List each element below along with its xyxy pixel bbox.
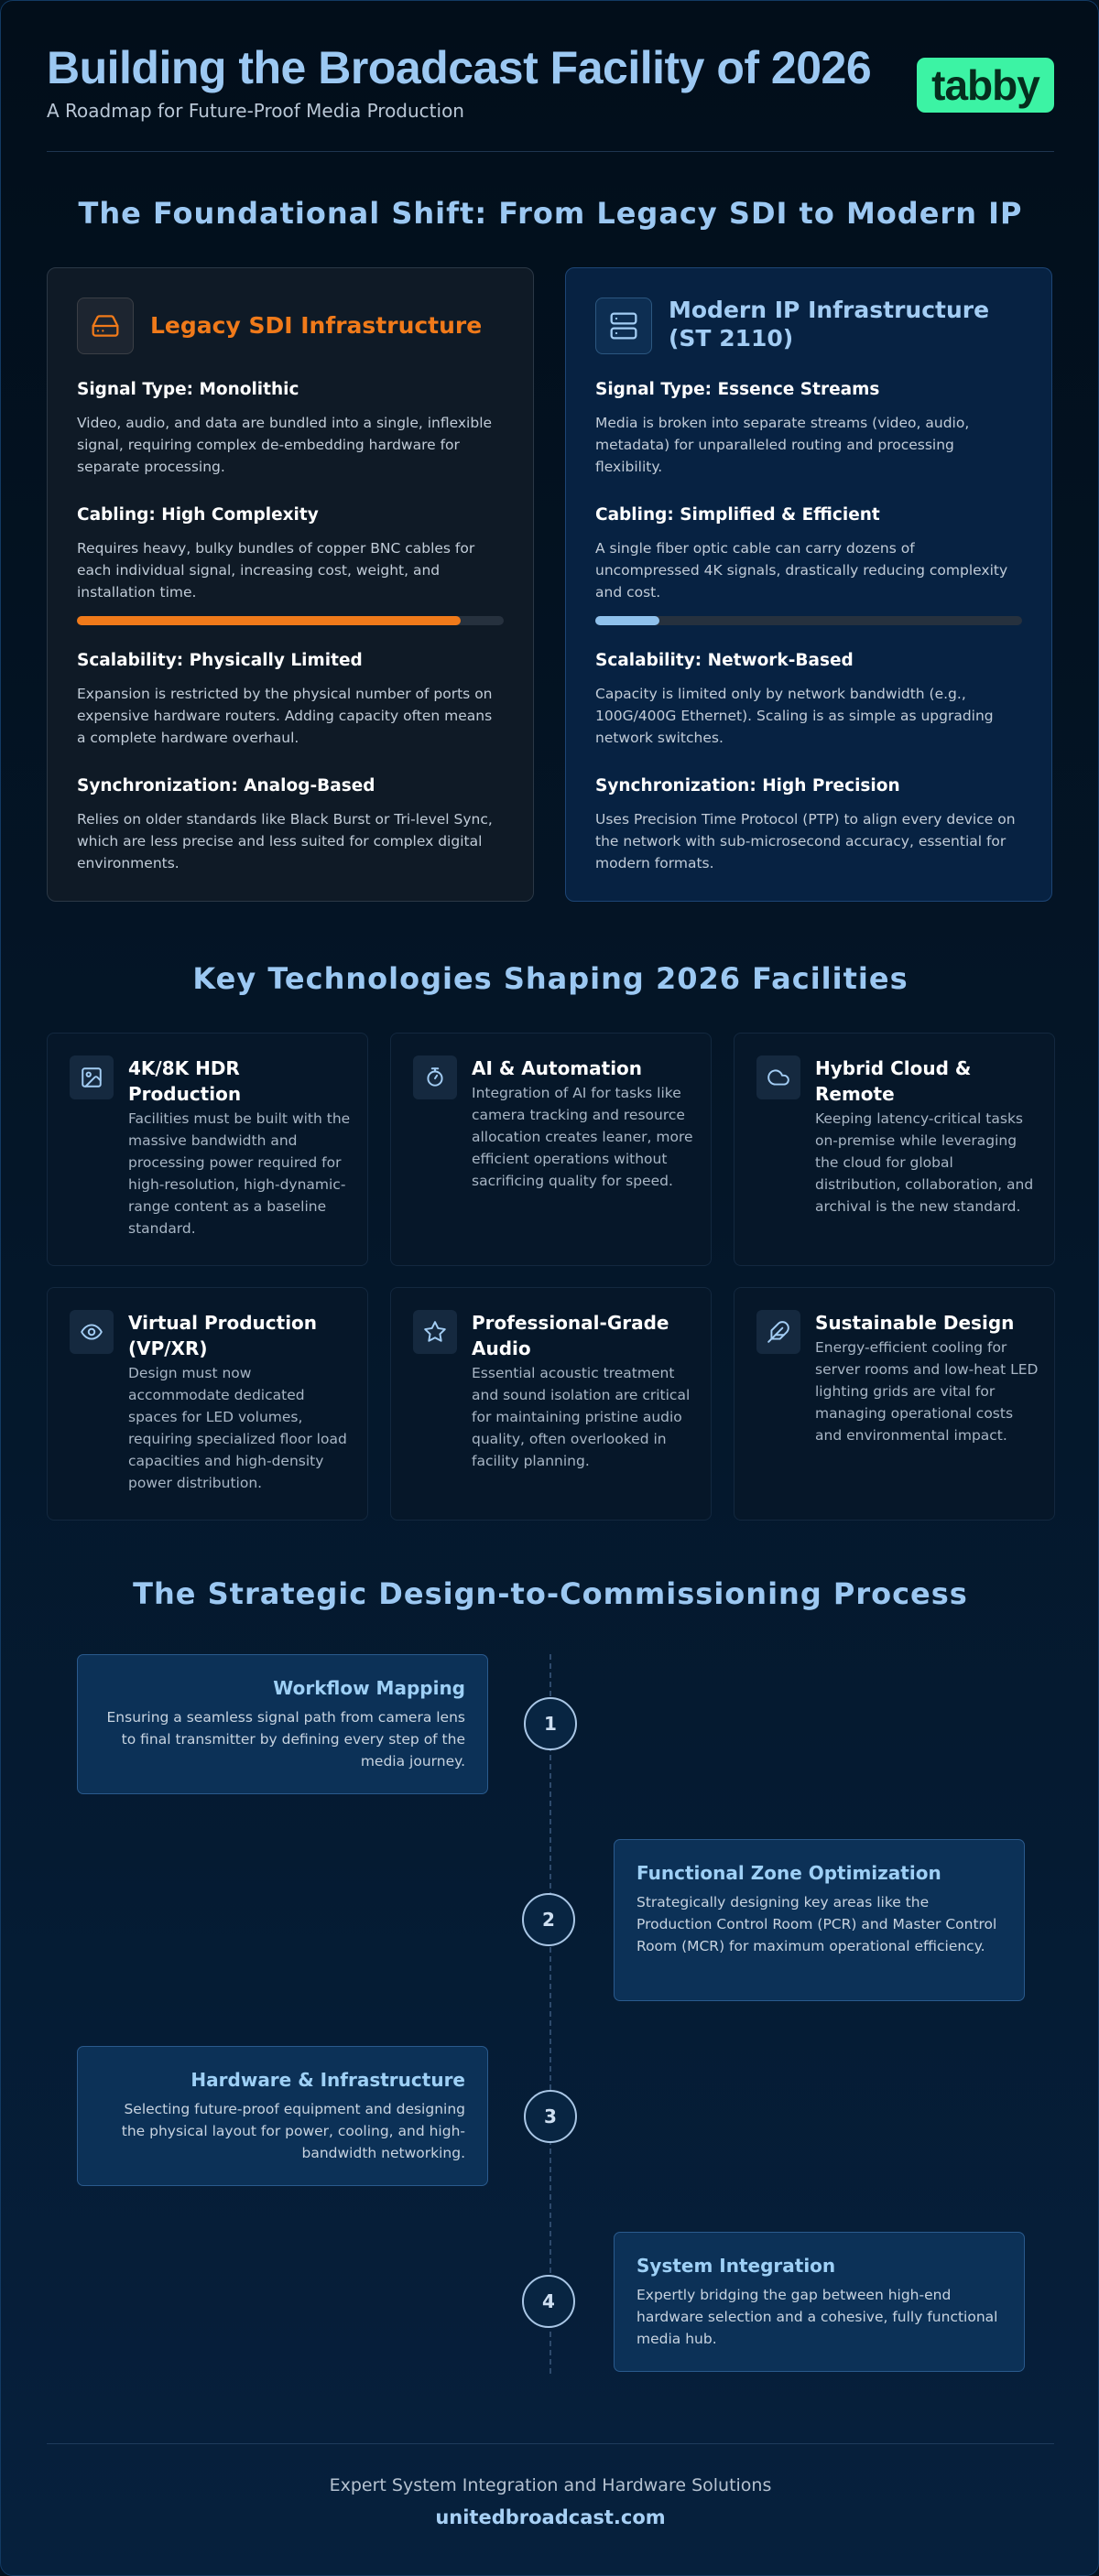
tech-card-virtual-production (47, 1287, 368, 1521)
tech-title: AI & Automation (472, 1057, 643, 1079)
foundational-heading: The Foundational Shift: From Legacy SDI to Modern IP (78, 196, 1023, 231)
row-heading: Scalability: Network-Based (595, 651, 854, 670)
timeline-line (550, 1654, 551, 2374)
tech-description: Integration of AI for tasks like camera tracking and resource allocation creates leaner, more efficient operations without sacrificing quality for speed. (472, 1085, 693, 1189)
tech-card-ai (390, 1033, 712, 1266)
row-heading: Cabling: High Complexity (77, 505, 319, 525)
cloud-icon (756, 1055, 800, 1099)
legacy-sdi-card (47, 267, 534, 902)
modern-ip-card (565, 267, 1052, 902)
eye-icon (70, 1310, 114, 1354)
row-text: Expansion is restricted by the physical number of ports on expensive hardware routers. Adding capacity often means a complete hardware overhaul. (77, 686, 493, 746)
tech-description: Essential acoustic treatment and sound isolation are critical for maintaining pristine audio quality, often overlooked in facility planning. (472, 1365, 691, 1469)
step-card-3 (77, 2046, 488, 2186)
technologies-heading: Key Technologies Shaping 2026 Facilities (192, 961, 909, 996)
ip-card-title: Modern IP Infrastructure (ST 2110) (669, 297, 990, 352)
row-text: Video, audio, and data are bundled into a single, inflexible signal, requiring complex de-embedding hardware for separate processing. (77, 415, 493, 475)
bot-icon (413, 1055, 457, 1099)
tech-description: Energy-efficient cooling for server rooms and low-heat LED lighting grids are vital for managing operational costs and environmental impact. (815, 1339, 1039, 1444)
step-text: Strategically designing key areas like the Production Control Room (PCR) and Master Control Room (MCR) for maximum operational efficiency. (637, 1894, 997, 1954)
legacy-row-sync (77, 776, 504, 874)
footer-website-link[interactable]: unitedbroadcast.com (435, 2506, 666, 2528)
server-icon (595, 298, 652, 354)
footer-divider (47, 2443, 1054, 2444)
tech-title: 4K/8K HDR Production (128, 1057, 242, 1105)
ip-row-signal (595, 380, 1022, 478)
page-header (47, 41, 1054, 152)
ip-row-cabling (595, 505, 1022, 625)
cabling-complexity-bar (595, 616, 1022, 625)
star-icon (413, 1310, 457, 1354)
step-text: Expertly bridging the gap between high-end hardware selection and a cohesive, fully functional media hub. (637, 2287, 998, 2347)
row-heading: Signal Type: Essence Streams (595, 380, 880, 399)
feather-icon (756, 1310, 800, 1354)
step-number-2: 2 (522, 1893, 575, 1946)
tech-title: Professional-Grade Audio (472, 1312, 669, 1359)
step-card-4 (614, 2232, 1025, 2372)
tech-description: Facilities must be built with the massive bandwidth and processing power required for high-resolution, high-dynamic-range content as a baseline standard. (128, 1110, 351, 1237)
row-text: Uses Precision Time Protocol (PTP) to align every device on the network with sub-microsecond accuracy, essential for modern formats. (595, 811, 1016, 871)
step-text: Ensuring a seamless signal path from camera lens to final transmitter by defining every step of the media journey. (106, 1709, 465, 1770)
row-text: Requires heavy, bulky bundles of copper BNC cables for each individual signal, increasing cost, weight, and installation time. (77, 540, 475, 601)
cabling-complexity-bar (77, 616, 504, 625)
row-heading: Synchronization: Analog-Based (77, 776, 375, 796)
row-text: Capacity is limited only by network bandwidth (e.g., 100G/400G Ethernet). Scaling is as simple as upgrading network switches. (595, 686, 994, 746)
brand-logo[interactable]: tabby (917, 58, 1054, 113)
row-text: Media is broken into separate streams (video, audio, metadata) for unparalleled routing and processing flexibility. (595, 415, 970, 475)
row-heading: Signal Type: Monolithic (77, 380, 299, 399)
legacy-card-title: Legacy SDI Infrastructure (150, 312, 483, 339)
tech-card-audio (390, 1287, 712, 1521)
ip-row-sync (595, 776, 1022, 874)
step-number-3: 3 (524, 2090, 577, 2143)
step-number-1: 1 (524, 1697, 577, 1750)
step-title: Hardware & Infrastructure (190, 2069, 465, 2091)
legacy-row-scalability (77, 651, 504, 749)
tech-title: Virtual Production (VP/XR) (128, 1312, 318, 1359)
step-title: System Integration (637, 2255, 836, 2277)
row-text: A single fiber optic cable can carry dozens of uncompressed 4K signals, drastically reducing complexity and cost. (595, 540, 1008, 601)
step-number-4: 4 (522, 2275, 575, 2328)
tech-card-sustainable (734, 1287, 1055, 1521)
legacy-row-cabling (77, 505, 504, 625)
step-title: Functional Zone Optimization (637, 1862, 941, 1884)
page-subtitle: A Roadmap for Future-Proof Media Production (47, 100, 464, 122)
cabling-complexity-fill (77, 616, 461, 625)
legacy-row-signal (77, 380, 504, 478)
tech-title: Sustainable Design (815, 1312, 1015, 1334)
ip-row-scalability (595, 651, 1022, 749)
tech-card-hdr (47, 1033, 368, 1266)
cabling-complexity-fill (595, 616, 659, 625)
step-title: Workflow Mapping (273, 1677, 465, 1699)
process-heading: The Strategic Design-to-Commissioning Process (133, 1576, 968, 1611)
row-text: Relies on older standards like Black Burst or Tri-level Sync, which are less precise and less suited for complex digital environments. (77, 811, 493, 871)
row-heading: Cabling: Simplified & Efficient (595, 505, 880, 525)
row-heading: Scalability: Physically Limited (77, 651, 363, 670)
tech-description: Design must now accommodate dedicated spaces for LED volumes, requiring specialized floor load capacities and high-density power distribution. (128, 1365, 347, 1491)
image-icon (70, 1055, 114, 1099)
row-heading: Synchronization: High Precision (595, 776, 900, 796)
step-text: Selecting future-proof equipment and designing the physical layout for power, cooling, and high-bandwidth networking. (121, 2101, 465, 2161)
step-card-1 (77, 1654, 488, 1794)
hard-drive-icon (77, 298, 134, 354)
footer-tagline: Expert System Integration and Hardware Solutions (329, 2475, 772, 2495)
step-card-2 (614, 1839, 1025, 2001)
tech-card-cloud (734, 1033, 1055, 1266)
tech-title: Hybrid Cloud & Remote (815, 1057, 972, 1105)
page-title: Building the Broadcast Facility of 2026 (47, 42, 872, 93)
tech-description: Keeping latency-critical tasks on-premise while leveraging the cloud for global distribution, collaboration, and archival is the new standard. (815, 1110, 1034, 1215)
